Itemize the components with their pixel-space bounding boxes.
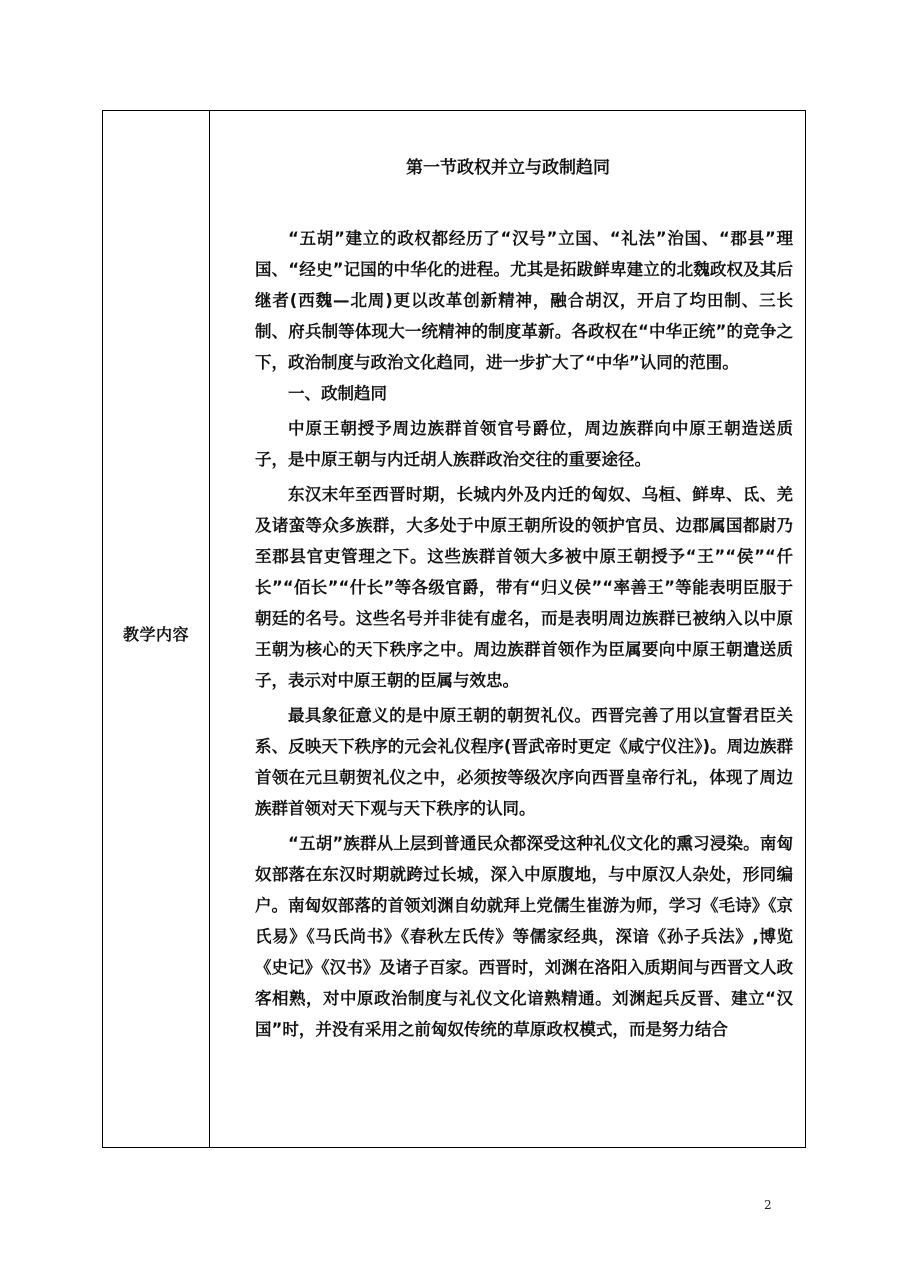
paragraph-intro: “五胡”建立的政权都经历了“汉号”立国、“礼法”治国、“郡县”理国、“经史”记国的中华化的进程。尤其是拓跋鲜卑建立的北魏政权及其后继者(西魏—北周)更以改革创新精神，融合胡汉，开启了均田制、三长制、府兵制等体现大一统精神的制度革新。各政权在“中华正统”的竞争之下，政治制度与政治文化趋同，进一步扩大了“中华”认同的范围。 bbox=[255, 229, 793, 372]
row-label: 教学内容 bbox=[122, 624, 189, 644]
column-divider bbox=[209, 111, 210, 1147]
paragraph-titles-hostages: 中原王朝授予周边族群首领官号爵位，周边族群向中原王朝造送质子，是中原王朝与内迁胡人族群政治交往的重要途径。 bbox=[255, 419, 793, 469]
paragraph-court-ritual: 最具象征意义的是中原王朝的朝贺礼仪。西晋完善了用以宣誓君臣关系、反映天下秩序的元会礼仪程序(晋武帝时更定《咸宁仪注》)。周边族群首领在元旦朝贺礼仪之中，必须按等级次序向西晋皇帝行礼，体现了周边族群首领对天下观与天下秩序的认同。 bbox=[255, 706, 793, 818]
paragraph-liu-yuan: “五胡”族群从上层到普通民众都深受这种礼仪文化的熏习浸染。南匈奴部落在东汉时期就跨过长城，深入中原腹地，与中原汉人杂处，形同编户。南匈奴部落的首领刘渊自幼就拜上党儒生崔游为师，学习《毛诗》《京氏易》《马氏尚书》《春秋左氏传》等儒家经典，深谙《孙子兵法》,博览《史记》《汉书》及诸子百家。西晋时，刘渊在洛阳入质期间与西晋文人政客相熟，对中原政治制度与礼仪文化谙熟精通。刘渊起兵反晋、建立“汉国”时，并没有采用之前匈奴传统的草原政权模式，而是努力结合 bbox=[255, 834, 793, 1039]
body-text bbox=[255, 223, 793, 1049]
lesson-table bbox=[102, 110, 806, 1148]
page-number: 2 bbox=[764, 1198, 772, 1212]
row-label-cell bbox=[103, 111, 209, 1147]
paragraph-eastern-han: 东汉末年至西晋时期，长城内外及内迁的匈奴、乌桓、鲜卑、氐、羌及诸蛮等众多族群，大多处于中原王朝所设的领护官员、边郡属国都尉乃至郡县官吏管理之下。这些族群首领大多被中原王朝授予“王”“侯”“仟长”“佰长”“什长”等各级官爵，带有“归义侯”“率善王”等能表明臣服于朝廷的名号。这些名号并非徒有虚名，而是表明周边族群已被纳入以中原王朝为核心的天下秩序之中。周边族群首领作为臣属要向中原王朝遣送质子，表示对中原王朝的臣属与效忠。 bbox=[255, 485, 793, 690]
subheading-political-convergence: 一、政制趋同 bbox=[288, 384, 387, 403]
content-cell bbox=[211, 111, 805, 1147]
section-title: 第一节政权并立与政制趋同 bbox=[406, 158, 610, 178]
